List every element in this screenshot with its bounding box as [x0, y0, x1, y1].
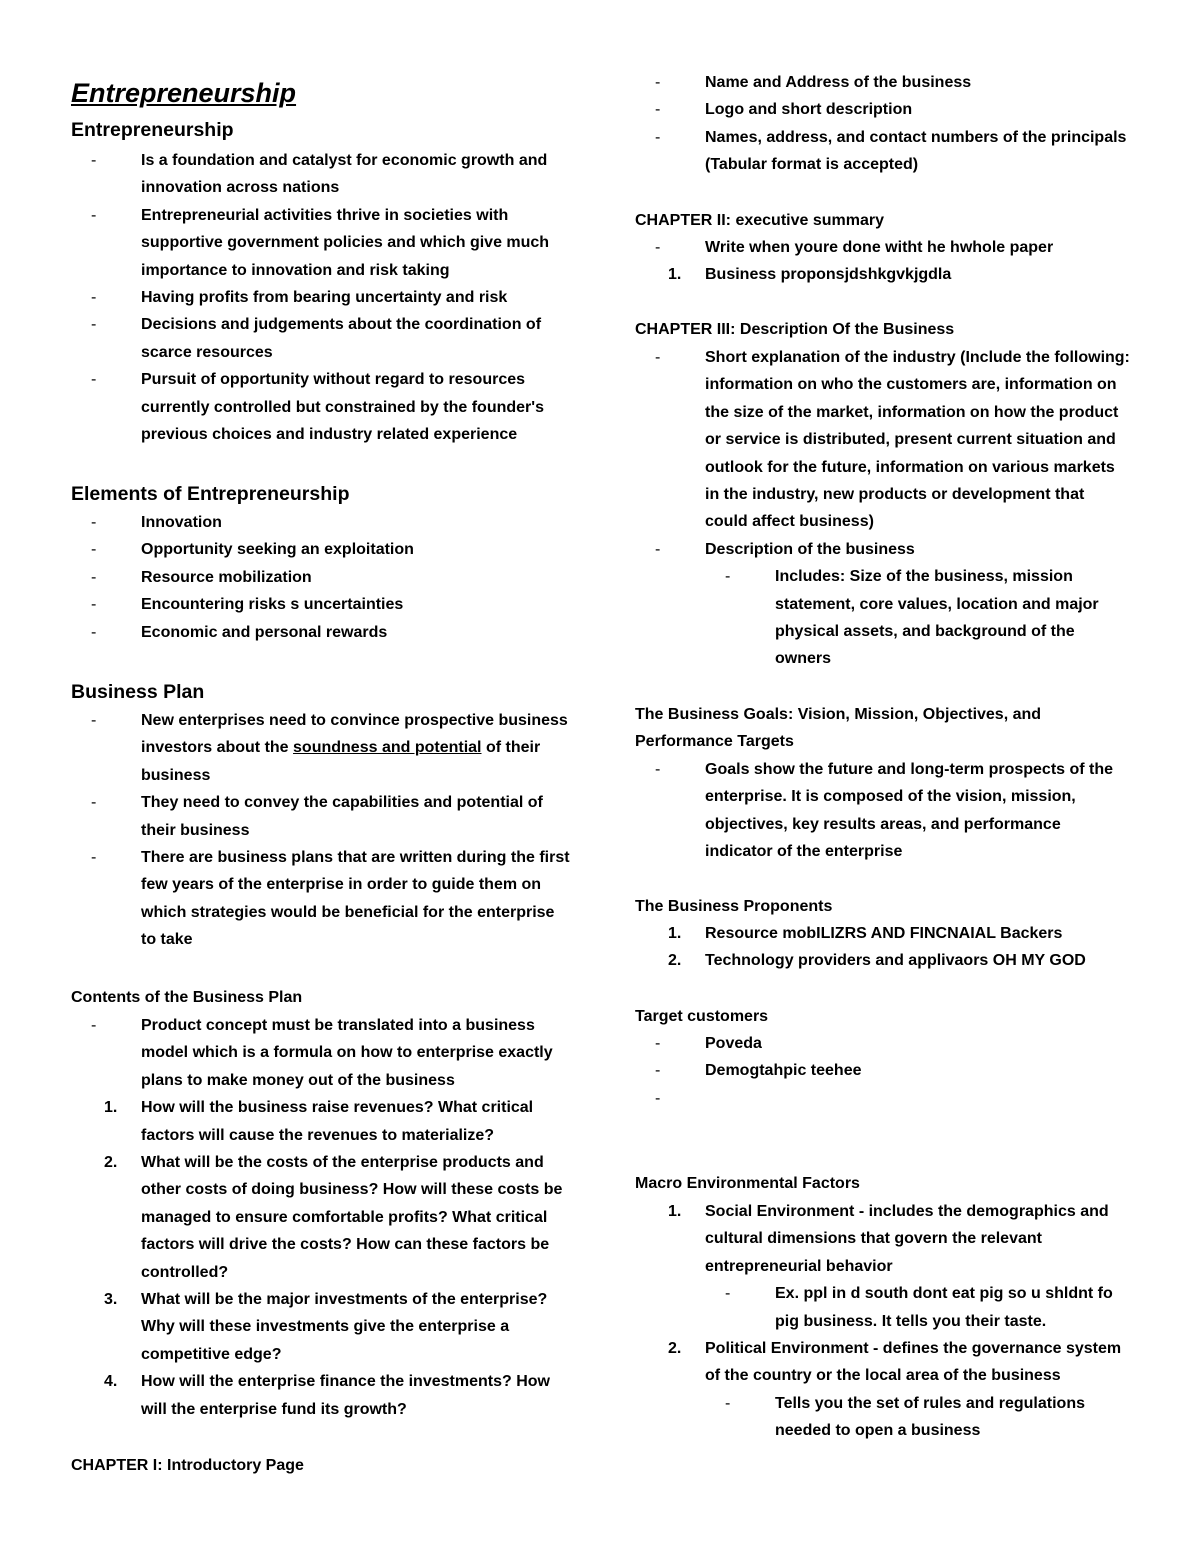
list-item: - Demogtahpic teehee: [655, 1062, 862, 1080]
list-item: - Includes: Size of the business, mission statement, core values, location and major physical assets, and background of the owners: [725, 568, 1099, 668]
list-item: 1. Business proponsjdshkgvkjgdla: [668, 266, 952, 284]
section-heading-chapter-3: CHAPTER III: Description Of the Business: [635, 321, 955, 338]
list-item: - They need to convey the capabilities and potential of their business: [91, 794, 543, 839]
section-heading-business-goals: The Business Goals: Vision, Mission, Objectives, and Performance Targets: [635, 706, 1042, 751]
list-item: - Names, address, and contact numbers of the principals (Tabular format is accepted): [655, 128, 1127, 174]
chapter-1-list: [635, 69, 1130, 179]
contents-list: [71, 1012, 571, 1423]
section-heading-business-proponents: The Business Proponents: [635, 898, 833, 915]
chapter-3-list: [635, 344, 1130, 673]
section-heading-macro-environmental-factors: Macro Environmental Factors: [635, 1175, 860, 1192]
section-heading-chapter-2: CHAPTER II: executive summary: [635, 212, 884, 229]
section-heading-elements: Elements of Entrepreneurship: [71, 483, 350, 505]
business-plan-list: [71, 707, 571, 954]
list-item: 2. Technology providers and applivaors OH MY GOD: [668, 952, 1086, 970]
elements-list: [71, 509, 571, 646]
list-item: - Product concept must be translated into a business model which is a formula on how to enterprise exactly plans to make money out of the business: [91, 1017, 553, 1089]
list-item: - Name and Address of the business: [655, 74, 972, 91]
macro-factors-list: [635, 1198, 1130, 1445]
section-heading-contents: Contents of the Business Plan: [71, 989, 303, 1006]
business-goals-list: [635, 756, 1130, 866]
list-item: - Decisions and judgements about the coordination of scarce resources: [91, 316, 542, 361]
list-item: 2. Political Environment - defines the governance system of the country or the local area of the business: [668, 1340, 1122, 1385]
list-item: - Innovation: [91, 514, 222, 531]
list-item: 3. What will be the major investments of the enterprise? Why will these investments give the enterprise a competitive edge?: [104, 1291, 548, 1363]
business-proponents-list: [635, 920, 1130, 975]
section-heading-target-customers: Target customers: [635, 1008, 769, 1025]
list-item: - Description of the business: [655, 540, 915, 558]
list-item: - Pursuit of opportunity without regard to resources currently controlled but constrained by the founder's previous choices and industry related experience: [91, 371, 544, 444]
section-heading-chapter-1: CHAPTER I: Introductory Page: [71, 1457, 304, 1474]
list-item: - Opportunity seeking an exploitation: [91, 541, 414, 559]
list-item: 1. Social Environment - includes the demographics and cultural dimensions that govern the relevant entrepreneurial behavior: [668, 1203, 1109, 1275]
list-item: - Short explanation of the industry (Include the following: information on who the customers are, information on the size of the market, information on how the product or service is distributed, present current situation and outlook for the future, information on various markets in the industry, new products or development that could affect business): [655, 349, 1130, 531]
entrepreneurship-list: [71, 147, 571, 448]
list-item: - Having profits from bearing uncertainty and risk: [91, 289, 508, 307]
list-item: - Goals show the future and long-term prospects of the enterprise. It is composed of the vision, mission, objectives, key results areas, and performance indicator of the enterprise: [655, 761, 1114, 861]
list-item: 1. How will the business raise revenues? What critical factors will cause the revenues to materialize?: [104, 1099, 534, 1144]
chapter-2-list: [635, 234, 1130, 289]
list-item: - Write when youre done witht he hwhole paper: [655, 239, 1054, 256]
list-item: - Poveda: [655, 1035, 762, 1052]
list-item: - Resource mobilization: [91, 568, 312, 586]
target-customers-list: [635, 1030, 1130, 1112]
section-heading-business-plan: Business Plan: [71, 681, 205, 703]
list-item: - Tells you the set of rules and regulations needed to open a business: [725, 1394, 1085, 1440]
list-item: - There are business plans that are written during the first few years of the enterprise in order to guide them on which strategies would be beneficial for the enterprise to take: [91, 849, 570, 949]
list-item: - Is a foundation and catalyst for economic growth and innovation across nations: [91, 152, 548, 197]
section-heading-entrepreneurship: Entrepreneurship: [71, 119, 234, 141]
list-item: 4. How will the enterprise finance the investments? How will the enterprise fund its growth?: [104, 1373, 550, 1418]
list-item: 2. What will be the costs of the enterprise products and other costs of doing business? How will these costs be managed to ensure comfortable profits? What critical factors will drive the costs? How can these factors be controlled?: [104, 1154, 563, 1281]
list-item: -: [655, 1089, 661, 1107]
list-item: - Logo and short description: [655, 101, 913, 119]
list-item: - Economic and personal rewards: [91, 623, 388, 641]
list-item: - Ex. ppl in d south dont eat pig so u shldnt fo pig business. It tells you their taste.: [725, 1285, 1113, 1330]
document-title: Entrepreneurship: [71, 78, 297, 108]
list-item: - New enterprises need to convince prospective business investors about the soundness and potential of their business: [91, 712, 568, 784]
underlined-phrase: soundness and potential: [293, 739, 482, 757]
list-item: - Entrepreneurial activities thrive in societies with supportive government policies and which give much importance to innovation and risk taking: [91, 206, 550, 279]
list-item: 1. Resource mobILIZRS AND FINCNAIAL Backers: [668, 925, 1063, 942]
list-item: - Encountering risks s uncertainties: [91, 596, 404, 614]
